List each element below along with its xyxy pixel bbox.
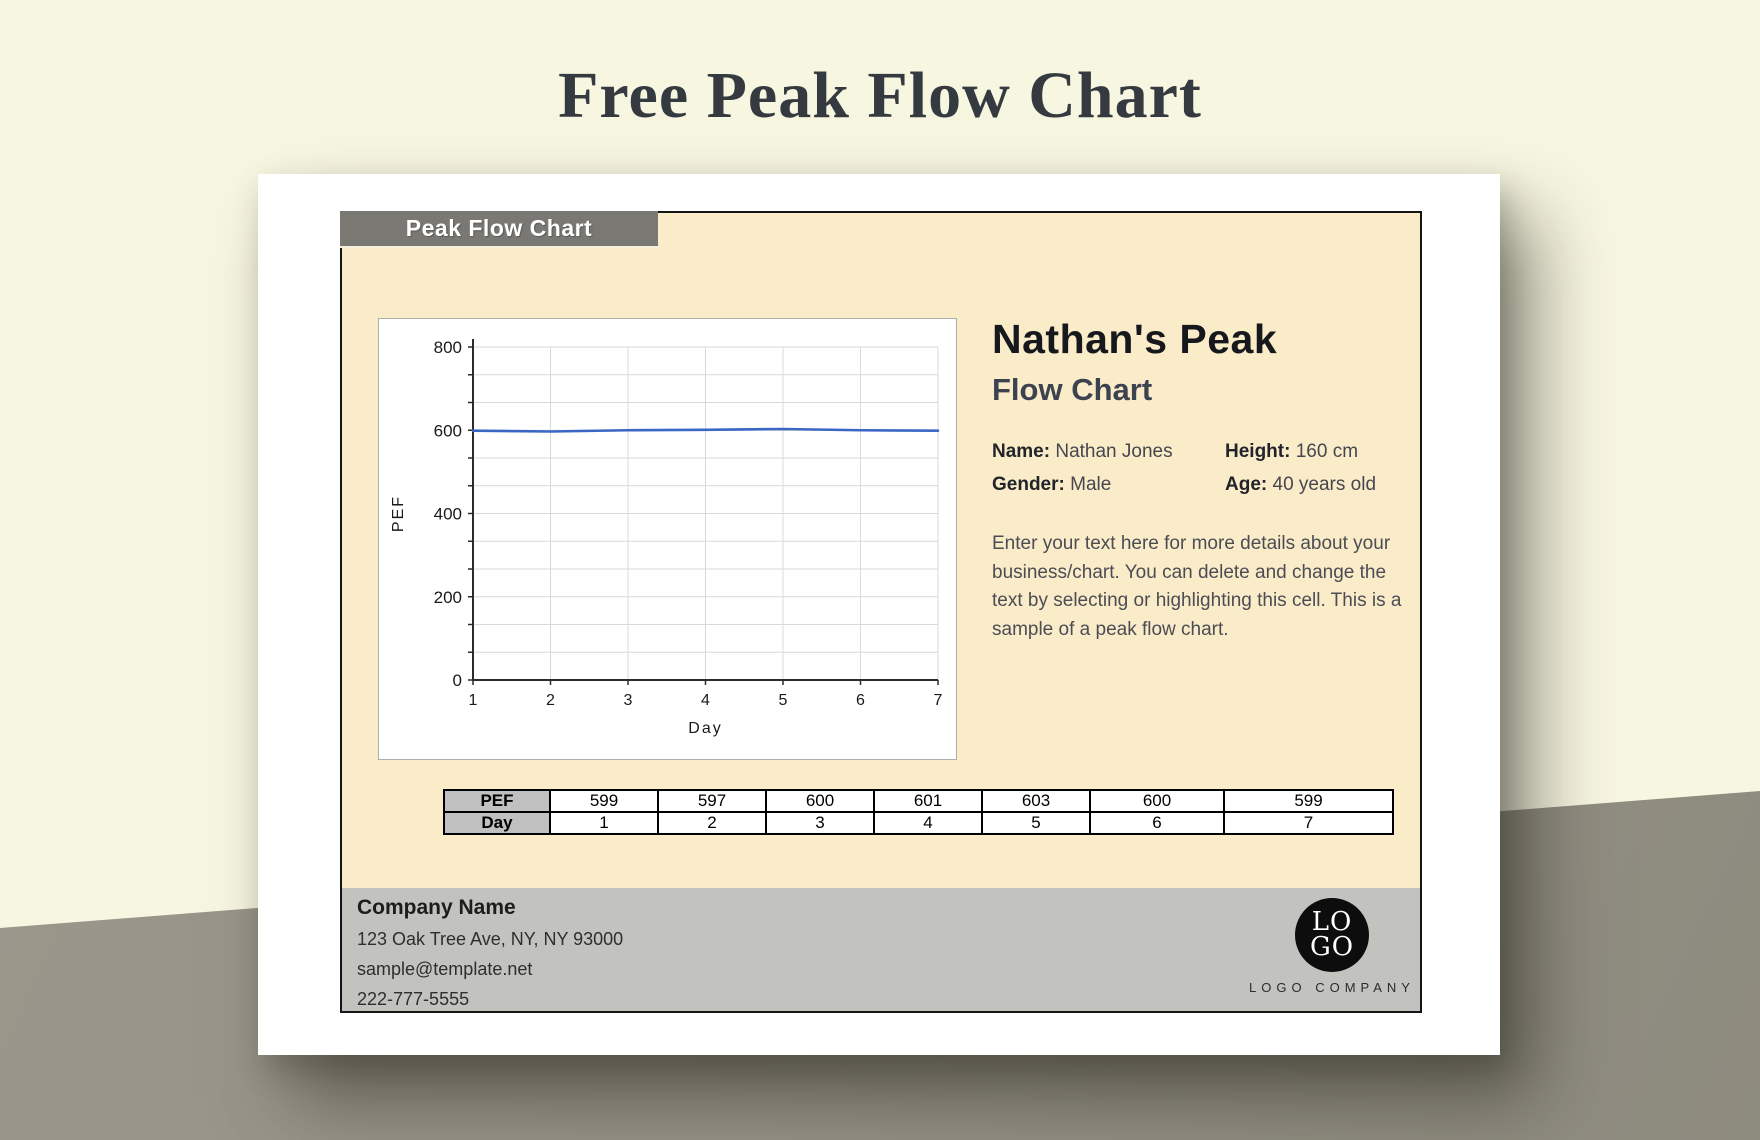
patient-info-panel	[992, 316, 1404, 644]
company-info	[357, 896, 623, 1010]
svg-text:PEF: PEF	[390, 494, 407, 533]
logo-caption: LOGO COMPANY	[1249, 980, 1415, 995]
field-name: Name: Nathan Jones	[992, 441, 1173, 462]
field-height: Height: 160 cm	[1225, 441, 1359, 462]
template-tab	[340, 211, 658, 248]
pef-value-cell: 599	[1224, 790, 1393, 812]
company-logo	[1212, 898, 1452, 995]
description-text: Enter your text here for more details about your business/chart. You can delete and change the text by selecting or highlighting this cell. This is a sample of a peak flow chart.	[992, 533, 1402, 640]
row-header-pef: PEF	[444, 790, 550, 812]
svg-text:0: 0	[452, 671, 462, 690]
pef-line-chart	[379, 319, 956, 759]
day-value-cell: 2	[658, 812, 766, 834]
field-gender: Gender: Male	[992, 474, 1112, 495]
patient-fields	[992, 441, 1404, 496]
day-value-cell: 1	[550, 812, 658, 834]
svg-text:3: 3	[623, 692, 633, 709]
company-phone: 222-777-5555	[357, 989, 470, 1009]
pef-value-cell: 600	[766, 790, 874, 812]
svg-text:5: 5	[778, 692, 788, 709]
day-value-cell: 3	[766, 812, 874, 834]
chart-panel	[378, 318, 957, 760]
template-tab-label: Peak Flow Chart	[405, 215, 593, 241]
svg-text:6: 6	[856, 692, 865, 709]
svg-text:7: 7	[933, 692, 943, 709]
row-header-day: Day	[444, 812, 550, 834]
pef-value-cell: 597	[658, 790, 766, 812]
svg-text:1: 1	[468, 692, 478, 709]
company-footer	[342, 888, 1420, 1011]
pef-data-table	[443, 789, 1394, 835]
company-address: 123 Oak Tree Ave, NY, NY 93000	[357, 929, 624, 949]
svg-text:200: 200	[433, 587, 462, 607]
logo-icon: LO GO	[1295, 898, 1369, 972]
pef-value-cell: 600	[1090, 790, 1224, 812]
pef-value-cell: 603	[982, 790, 1090, 812]
svg-text:400: 400	[433, 504, 462, 524]
svg-text:800: 800	[433, 338, 462, 357]
field-age: Age: 40 years old	[1225, 474, 1377, 495]
svg-text:600: 600	[433, 421, 462, 441]
peak-flow-template	[340, 211, 1422, 1013]
svg-text:4: 4	[701, 692, 710, 709]
day-value-cell: 6	[1090, 812, 1224, 834]
company-email: sample@template.net	[357, 959, 533, 979]
patient-subheading: Flow Chart	[992, 372, 1153, 407]
template-card	[258, 174, 1500, 1055]
company-name: Company Name	[357, 896, 516, 919]
page-title: Free Peak Flow Chart	[558, 59, 1202, 132]
pef-value-cell: 599	[550, 790, 658, 812]
svg-text:Day: Day	[688, 720, 723, 737]
day-value-cell: 5	[982, 812, 1090, 834]
patient-heading: Nathan's Peak	[992, 316, 1278, 362]
day-value-cell: 7	[1224, 812, 1393, 834]
table-row-pef	[444, 790, 1393, 812]
svg-text:2: 2	[546, 692, 555, 709]
table-row-day	[444, 812, 1393, 834]
pef-value-cell: 601	[874, 790, 982, 812]
day-value-cell: 4	[874, 812, 982, 834]
